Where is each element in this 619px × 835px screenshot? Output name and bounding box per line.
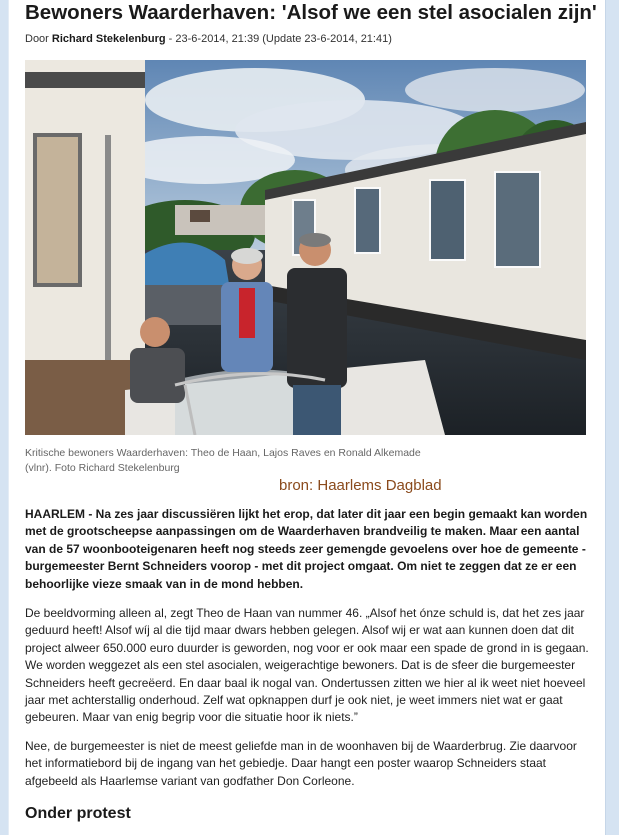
article-page — [8, 0, 606, 835]
article-paragraph: De beeldvorming alleen al, zegt Theo de Haan van nummer 46. „Alsof het ónze schuld is, dat het zes jaar geduurd heeft! Alsof wíj al die tijd maar dwars hebben gelegen. Alsof wij er wat aan kunnen doen dat dit project alweer 650.000 euro duurder is geworden, nog voor er ook maar een spade de grond in is gegaan. We worden weggezet als een stel asocialen, weigerachtige bewoners. Dat is de sfeer die burgemeester Schneiders heeft gecreëerd. En daar baal ik nogal van. Ondertussen zitten we hier al ik weet niet hoeveel jaar met achterstallig onderhoud. Zelf wat opknappen durf je ook niet, je weet immers niet wat er gaat gebeuren. Maar van enig begrip voor die situatie hoor ik niets.” — [25, 606, 589, 725]
byline-prefix: Door — [25, 33, 49, 45]
article-paragraph: Nee, de burgemeester is niet de meest geliefde man in de woonhaven bij de Waarderbrug. Zie daarvoor het informatiebord bij de ingang van het gebiedje. Daar hangt een poster waarop Schneiders staat afgebeeld als Haarlemse variant van godfather Don Corleone. — [25, 739, 577, 788]
article-intro: HAARLEM - Na zes jaar discussiëren lijkt het erop, dat later dit jaar een begin gemaakt kan worden met de grootscheepse aanpassingen om de Waarderhaven brandveilig te maken. Maar een aantal van de 57 woonbooteigenaren heeft nog steeds zeer gemengde gevoelens over hoe de gemeente - burgemeester Bernt Schneiders voorop - met dit project omgaat. Om niet te zeggen dat ze er een behoorlijke vieze smaak van in de mond hebben. — [25, 507, 588, 591]
publish-date: - 23-6-2014, 21:39 (Update 23-6-2014, 21:41) — [168, 33, 392, 45]
section-subheading: Onder protest — [25, 805, 131, 822]
article-title: Bewoners Waarderhaven: 'Alsof we een stel asocialen zijn' — [25, 1, 597, 24]
article-byline — [25, 33, 392, 45]
article-photo — [25, 60, 586, 435]
source-note: bron: Haarlems Dagblad — [279, 477, 442, 494]
photo-caption: Kritische bewoners Waarderhaven: Theo de Haan, Lajos Raves en Ronald Alkemade (vlnr). Foto Richard Stekelenburg — [25, 447, 421, 474]
author-name[interactable]: Richard Stekelenburg — [51, 33, 166, 45]
